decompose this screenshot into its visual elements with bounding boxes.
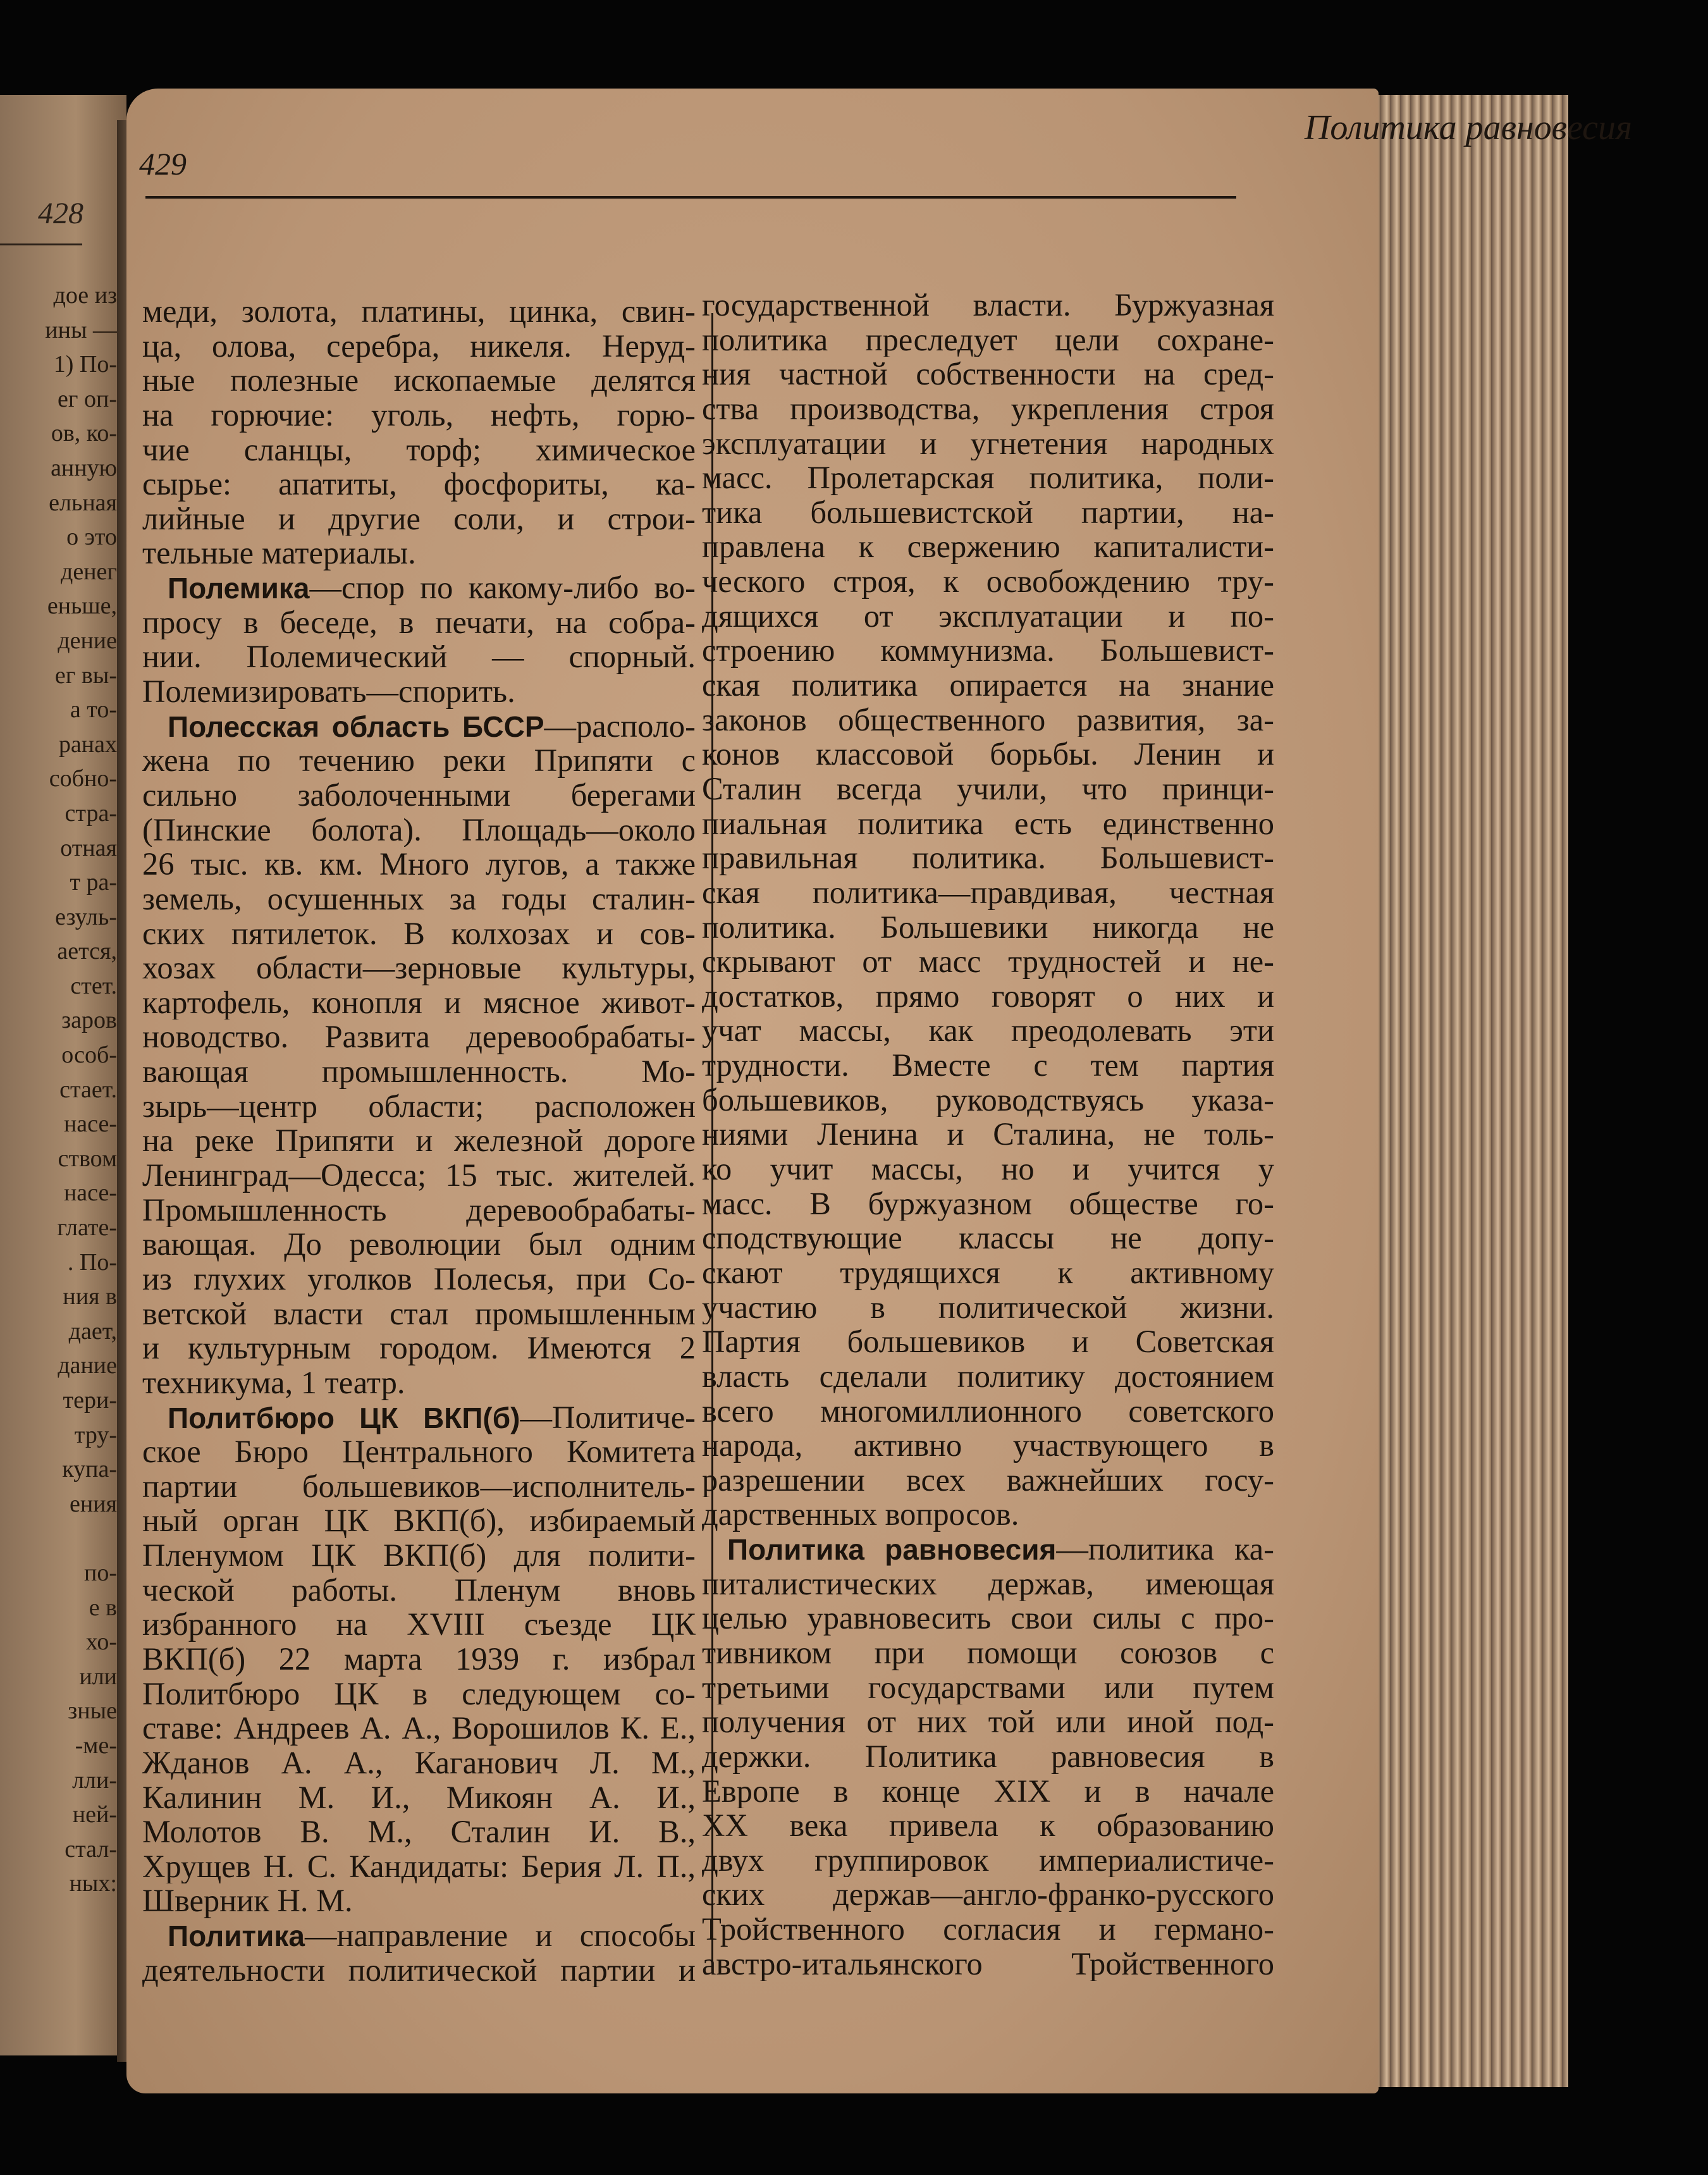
line-text: Калинин М. И., Микоян А. И., [142, 1780, 696, 1815]
line-text: ческого строя, к освобождению тру- [702, 564, 1274, 599]
text-line [702, 1912, 1274, 1947]
entry-headword: Политика равновесия [727, 1533, 1057, 1567]
text-line [142, 433, 696, 467]
text-line [142, 1918, 696, 1953]
line-text: —политика ка- [1056, 1532, 1274, 1567]
text-line [142, 1227, 696, 1262]
previous-page-fragment: а то- [70, 696, 117, 724]
line-text: Полемизировать—спорить. [142, 674, 515, 709]
entry-headword: Политика [168, 1919, 305, 1953]
previous-page-fragment: ения [69, 1490, 117, 1517]
previous-page-fragment: анную [51, 454, 117, 481]
previous-page-fragment: дает, [68, 1317, 117, 1345]
line-text: ская политика—правдивая, честная [702, 875, 1274, 910]
text-line [702, 1255, 1274, 1290]
text-line [702, 460, 1274, 495]
previous-page-text-fragments [0, 278, 117, 1901]
line-text: Жданов А. А., Каганович Л. М., [142, 1745, 696, 1780]
line-text: ВКП(б) 22 марта 1939 г. избрал [142, 1641, 696, 1677]
line-text: законов общественного развития, за- [702, 702, 1274, 737]
line-text: картофель, конопля и мясное живот- [142, 985, 696, 1020]
line-text: масс. В буржуазном обществе го- [702, 1186, 1274, 1221]
line-text: тивником при помощи союзов с [702, 1635, 1274, 1670]
text-line [702, 1532, 1274, 1567]
line-text: скрывают от масс трудностей и не- [702, 944, 1274, 979]
line-text: и культурным городом. Имеются 2 [142, 1331, 696, 1365]
text-line [142, 1849, 696, 1884]
text-line [142, 1642, 696, 1677]
text-line [142, 1883, 696, 1918]
text-line [702, 1324, 1274, 1359]
previous-page-fragment: хо- [85, 1629, 117, 1656]
line-text: Промышленность деревообрабаты- [142, 1192, 696, 1228]
text-line [142, 1365, 696, 1400]
text-line [142, 1054, 696, 1089]
line-text: третьими государствами или путем [702, 1670, 1274, 1705]
line-text: меди, золота, платины, цинка, свин- [142, 294, 696, 329]
text-line [142, 1434, 696, 1469]
line-text: политика преследует цели сохране- [702, 322, 1274, 357]
line-text: ских пятилеток. В колхозах и сов- [142, 916, 696, 951]
text-line [702, 1221, 1274, 1255]
line-text: учат массы, как преодолевать эти [702, 1013, 1274, 1049]
previous-page-fragment: езуль- [55, 903, 117, 930]
line-text: ния частной собственности на сред- [702, 357, 1274, 391]
text-line [702, 806, 1274, 841]
text-line [702, 357, 1274, 391]
line-text: Пленумом ЦК ВКП(б) для полити- [142, 1538, 696, 1573]
text-line [142, 1262, 696, 1297]
line-text: зырь—центр области; расположен [142, 1088, 696, 1124]
previous-page-number: 428 [38, 197, 83, 230]
line-text: XX века привела к образованию [702, 1808, 1274, 1843]
text-line [142, 882, 696, 916]
line-text: ветской власти стал промышленным [142, 1296, 696, 1331]
text-line [142, 778, 696, 813]
line-text: вающая промышленность. Мо- [142, 1054, 696, 1089]
text-line [142, 1538, 696, 1573]
line-text: вающая. До революции был одним [142, 1227, 696, 1262]
text-line [702, 1186, 1274, 1221]
line-text: власть сделали политику достоянием [702, 1359, 1274, 1394]
line-text: ставе: Андреев А. А., Ворошилов К. Е., [142, 1711, 696, 1746]
text-line [142, 398, 696, 433]
text-line [702, 288, 1274, 323]
line-text: трудности. Вместе с тем партия [702, 1048, 1274, 1083]
text-line [702, 1704, 1274, 1739]
text-line [702, 1083, 1274, 1118]
text-line [702, 1739, 1274, 1774]
line-text: политика. Большевики никогда не [702, 909, 1274, 945]
line-text: на реке Припяти и железной дороге [142, 1123, 696, 1159]
line-text: государственной власти. Буржуазная [702, 288, 1274, 323]
line-text: —спор по какому-либо во- [309, 570, 696, 605]
previous-page-fragment: собно- [49, 765, 117, 792]
previous-page-fragment: ины — [45, 316, 117, 343]
previous-page-fragment: -ме- [75, 1732, 117, 1759]
text-line [142, 916, 696, 951]
line-text: большевиков, руководствуясь указа- [702, 1082, 1274, 1118]
text-line [142, 1020, 696, 1054]
text-line [702, 1290, 1274, 1325]
line-text: участию в политической жизни. [702, 1290, 1274, 1325]
previous-page-fragment: ов, ко- [51, 420, 117, 447]
line-text: Европе в конце XIX и в начале [702, 1773, 1274, 1809]
text-line [142, 1780, 696, 1815]
line-text: избранного на XVIII съезде ЦК [142, 1607, 696, 1642]
line-text: лийные и другие соли, и строи- [142, 501, 696, 536]
text-line [142, 709, 696, 744]
text-line [142, 1158, 696, 1193]
line-text: ства производства, укрепления строя [702, 391, 1274, 426]
line-text: чие сланцы, торф; химическое [142, 432, 696, 467]
previous-page-fragment: тери- [63, 1387, 117, 1414]
page-edges [1360, 95, 1568, 2087]
previous-page-fragment: отная [60, 834, 117, 861]
previous-page-fragment [0, 1521, 117, 1556]
text-line [702, 1497, 1274, 1532]
line-text: строению коммунизма. Большевист- [702, 633, 1274, 669]
text-line [702, 1877, 1274, 1912]
line-text: (Пинские болота). Площадь—около [142, 812, 696, 847]
text-line [142, 985, 696, 1020]
text-line [702, 875, 1274, 910]
text-line [142, 1469, 696, 1504]
previous-page-fragment: о это [66, 524, 117, 551]
line-text: Партия большевиков и Советская [702, 1324, 1274, 1359]
text-line [702, 1670, 1274, 1705]
line-text: тика большевистской партии, на- [702, 495, 1274, 530]
text-line [702, 1117, 1274, 1152]
line-text: пиальная политика есть единственно [702, 806, 1274, 841]
previous-page-fragment: или [79, 1663, 117, 1690]
previous-page-fragment: особ- [61, 1042, 117, 1069]
text-line [702, 1359, 1274, 1394]
line-text: ные полезные ископаемые делятся [142, 363, 696, 398]
text-line [702, 737, 1274, 772]
text-line [142, 329, 696, 364]
text-line [142, 639, 696, 674]
previous-page-fragment: стра- [65, 799, 117, 827]
line-text: нии. Полемический — спорный. [142, 639, 696, 675]
text-line [702, 495, 1274, 530]
previous-page-fragment: дое из [53, 282, 117, 309]
entry-headword: Политбюро ЦК ВКП(б) [168, 1401, 520, 1434]
text-line [702, 1152, 1274, 1186]
text-line [142, 847, 696, 882]
text-line [142, 1677, 696, 1711]
text-line [702, 529, 1274, 564]
previous-page-fragment: ных: [69, 1870, 117, 1897]
line-text: —располо- [544, 708, 696, 744]
line-text: техникума, 1 театр. [142, 1365, 405, 1400]
text-line [142, 1953, 696, 1988]
text-line [142, 1400, 696, 1435]
line-text: хозах области—зерновые культуры, [142, 951, 696, 985]
line-text: дарственных вопросов. [702, 1497, 1019, 1532]
line-text: тельные материалы. [142, 536, 416, 571]
previous-page-fragment: ния в [63, 1283, 117, 1310]
line-text: Шверник Н. М. [142, 1883, 353, 1919]
text-line [702, 1947, 1274, 1981]
line-text: дящихся от эксплуатации и по- [702, 598, 1274, 634]
text-line [142, 570, 696, 605]
line-text: Ленинград—Одесса; 15 тыс. жителей. [142, 1158, 696, 1193]
previous-page-fragment: стает. [59, 1076, 117, 1103]
line-text: народа, активно участвующего в [702, 1428, 1274, 1463]
previous-page-fragment: глате- [57, 1214, 117, 1242]
line-text: просу в беседе, в печати, на собра- [142, 605, 696, 640]
text-line [142, 674, 696, 709]
line-text: —Политиче- [520, 1400, 696, 1435]
line-text: скают трудящихся к активному [702, 1255, 1274, 1290]
running-title: Политика равновесия [1304, 108, 1632, 147]
text-line [142, 363, 696, 398]
line-text: ских держав—англо-франко-русского [702, 1877, 1274, 1913]
line-text: ниями Ленина и Сталина, не толь- [702, 1117, 1274, 1152]
text-line [142, 1607, 696, 1642]
previous-page-fragment: купа- [62, 1456, 117, 1483]
text-column-left [142, 294, 696, 1987]
previous-page-fragment: насе- [63, 1111, 117, 1138]
text-column-right [702, 288, 1274, 1981]
line-text: Хрущев Н. С. Кандидаты: Берия Л. П., [142, 1849, 696, 1884]
text-line [702, 979, 1274, 1014]
text-line [142, 1193, 696, 1228]
text-line [702, 1601, 1274, 1636]
text-line [702, 1048, 1274, 1083]
line-text: ская политика опирается на знание [702, 668, 1274, 703]
line-text: Политбюро ЦК в следующем со- [142, 1676, 696, 1711]
line-text: ца, олова, серебра, никеля. Неруд- [142, 328, 696, 364]
line-text: сырье: апатиты, фосфориты, ка- [142, 467, 696, 502]
text-line [702, 1843, 1274, 1878]
line-text: сильно заболоченными берегами [142, 777, 696, 813]
previous-page-fragment: насе- [63, 1180, 117, 1207]
previous-page-fragment: дание [58, 1352, 117, 1379]
line-text: сподствующие классы не допу- [702, 1221, 1274, 1255]
line-text: ческой работы. Пленум вновь [142, 1572, 696, 1608]
line-text: австро-итальянского Тройственного [702, 1946, 1274, 1981]
line-text: —направление и способы [304, 1918, 696, 1953]
text-line [142, 1089, 696, 1124]
previous-page-fragment: стет. [70, 972, 117, 999]
text-line [142, 1711, 696, 1746]
text-line [142, 1573, 696, 1608]
text-line [142, 502, 696, 536]
line-text: жена по течению реки Припяти с [142, 743, 696, 778]
text-line [142, 1297, 696, 1331]
line-text: новодство. Развита деревообрабаты- [142, 1020, 696, 1055]
text-line [702, 599, 1274, 634]
line-text: Тройственного согласия и германо- [702, 1912, 1274, 1947]
previous-page-fragment: ается, [57, 938, 117, 965]
entry-headword: Полемика [168, 572, 310, 605]
line-text: Молотов В. М., Сталин И. В., [142, 1815, 696, 1849]
text-line [702, 323, 1274, 357]
text-line [142, 467, 696, 502]
text-line [142, 1815, 696, 1849]
line-text: питалистических держав, имеющая [702, 1566, 1274, 1601]
previous-page-fragment: ег оп- [58, 385, 117, 412]
previous-page-fragment: заров [61, 1007, 117, 1034]
line-text: Сталин всегда учили, что принци- [702, 771, 1274, 806]
text-line [702, 426, 1274, 461]
text-line [702, 944, 1274, 979]
text-line [702, 841, 1274, 875]
entry-headword: Полесская область БССР [168, 710, 544, 743]
text-line [142, 294, 696, 329]
page-number: 429 [139, 146, 187, 182]
line-text: всего многомиллионного советского [702, 1393, 1274, 1429]
line-text: земель, осушенных за годы сталин- [142, 881, 696, 916]
line-text: получения от них той или иной под- [702, 1704, 1274, 1739]
previous-page-fragment: ельная [49, 489, 117, 516]
previous-page-header-rule [0, 243, 82, 245]
text-line [702, 668, 1274, 703]
previous-page-fragment: еньше, [47, 593, 117, 620]
text-line [142, 813, 696, 847]
text-line [142, 1331, 696, 1365]
text-line [142, 1503, 696, 1538]
line-text: разрешении всех важнейших госу- [702, 1462, 1274, 1498]
previous-page-fragment: по- [84, 1559, 117, 1586]
line-text: из глухих уголков Полесья, при Со- [142, 1261, 696, 1297]
text-line [702, 1774, 1274, 1809]
text-line [702, 633, 1274, 668]
text-line [702, 1013, 1274, 1048]
text-line [702, 391, 1274, 426]
line-text: ный орган ЦК ВКП(б), избираемый [142, 1503, 696, 1539]
line-text: двух группировок империалистиче- [702, 1842, 1274, 1878]
previous-page-fragment: ством [58, 1145, 117, 1172]
previous-page-fragment: зные [68, 1697, 117, 1725]
previous-page-fragment: е в [89, 1594, 117, 1621]
line-text: правильная политика. Большевист- [702, 841, 1274, 875]
line-text: целью уравновесить свои силы с про- [702, 1601, 1274, 1636]
previous-page-fragment: ней- [72, 1801, 117, 1828]
text-line [702, 1567, 1274, 1601]
line-text: на горючие: уголь, нефть, горю- [142, 397, 696, 433]
previous-page-fragment: т ра- [70, 869, 117, 896]
header-rule [145, 196, 1236, 199]
text-line [142, 605, 696, 640]
text-line [702, 1636, 1274, 1670]
previous-page-fragment: тру- [74, 1421, 117, 1448]
previous-page-fragment: ранах [58, 730, 117, 758]
line-text: масс. Пролетарская политика, поли- [702, 460, 1274, 495]
line-text: эксплуатации и угнетения народных [702, 426, 1274, 461]
line-text: достатков, прямо говорят о них и [702, 978, 1274, 1014]
previous-page-fragment: дение [58, 627, 117, 654]
text-line [142, 536, 696, 570]
text-line [142, 951, 696, 985]
previous-page-fragment: 1) По- [53, 351, 117, 378]
line-text: деятельности политической партии и [142, 1952, 696, 1988]
line-text: держки. Политика равновесия в [702, 1739, 1274, 1774]
previous-page-fragment: стал- [65, 1835, 117, 1863]
text-line [702, 1463, 1274, 1498]
text-line [142, 1746, 696, 1780]
text-line [702, 910, 1274, 945]
line-text: 26 тыс. кв. км. Много лугов, а также [142, 847, 696, 882]
line-text: ко учит массы, но и учится у [702, 1152, 1274, 1186]
previous-page-fragment: . По- [67, 1248, 117, 1276]
line-text: партии большевиков—исполнитель- [142, 1469, 696, 1504]
previous-page-fragment: денег [61, 558, 117, 585]
text-line [702, 564, 1274, 599]
text-line [702, 1428, 1274, 1463]
line-text: правлена к свержению капиталисти- [702, 529, 1274, 565]
previous-page [0, 95, 126, 2055]
text-line [702, 772, 1274, 806]
text-line [702, 1394, 1274, 1429]
text-line [702, 703, 1274, 737]
text-line [702, 1808, 1274, 1843]
previous-page-fragment: лли- [72, 1766, 117, 1794]
text-line [142, 1123, 696, 1158]
text-line [142, 743, 696, 778]
previous-page-fragment: ег вы- [54, 662, 117, 689]
line-text: конов классовой борьбы. Ленин и [702, 737, 1274, 772]
line-text: ское Бюро Центрального Комитета [142, 1434, 696, 1469]
